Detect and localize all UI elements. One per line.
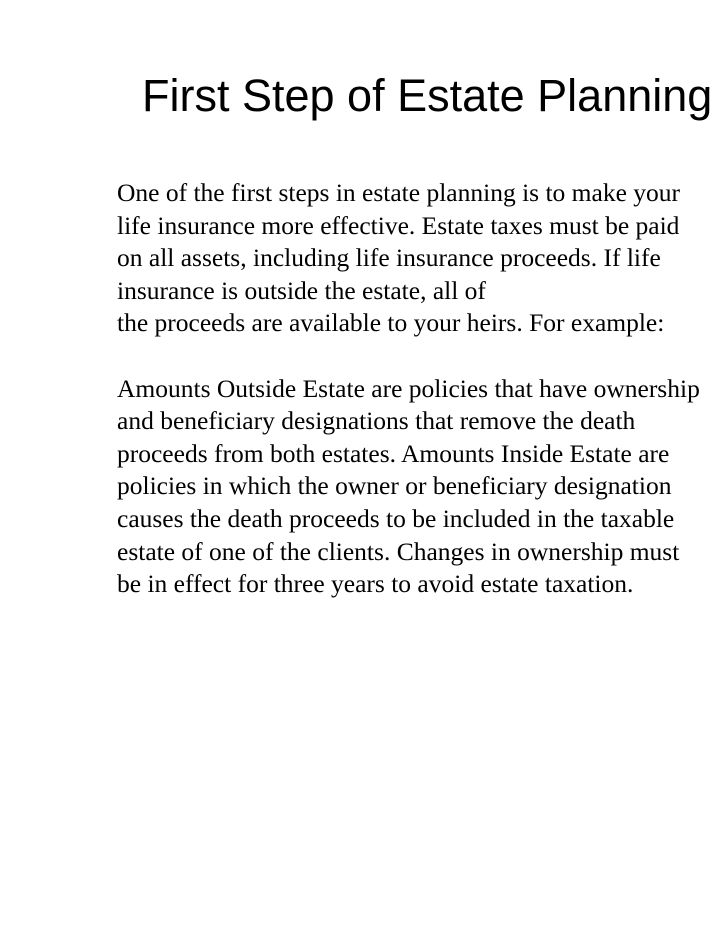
paragraph-line: the proceeds are available to your heirs. For example:: [117, 308, 665, 338]
paragraph-line: estate of one of the clients. Changes in ownership must: [117, 536, 680, 566]
paragraph-line: One of the first steps in estate planning is to make your: [117, 178, 681, 207]
paragraph-line: life insurance more effective. Estate taxes must be paid: [117, 210, 680, 240]
paragraph-line: proceeds from both estates. Amounts Inside Estate are: [117, 438, 670, 468]
paragraph-line: causes the death proceeds to be included in the taxable: [117, 503, 675, 533]
paragraph-line: Amounts Outside Estate are policies that have ownership: [117, 373, 700, 403]
paragraph-line: and beneficiary designations that remove the death: [117, 406, 636, 436]
paragraph-line: policies in which the owner or beneficiary designation: [117, 471, 672, 501]
paragraph-1: [117, 177, 700, 340]
paragraph-line: insurance is outside the estate, all of: [117, 275, 486, 305]
slide-body: [117, 177, 700, 601]
paragraph-line: be in effect for three years to avoid estate taxation.: [117, 569, 634, 599]
paragraph-spacer: [117, 340, 700, 373]
slide-title: First Step of Estate Planning: [142, 70, 713, 121]
paragraph-line: on all assets, including life insurance proceeds. If life: [117, 243, 661, 273]
paragraph-2: [117, 373, 700, 601]
